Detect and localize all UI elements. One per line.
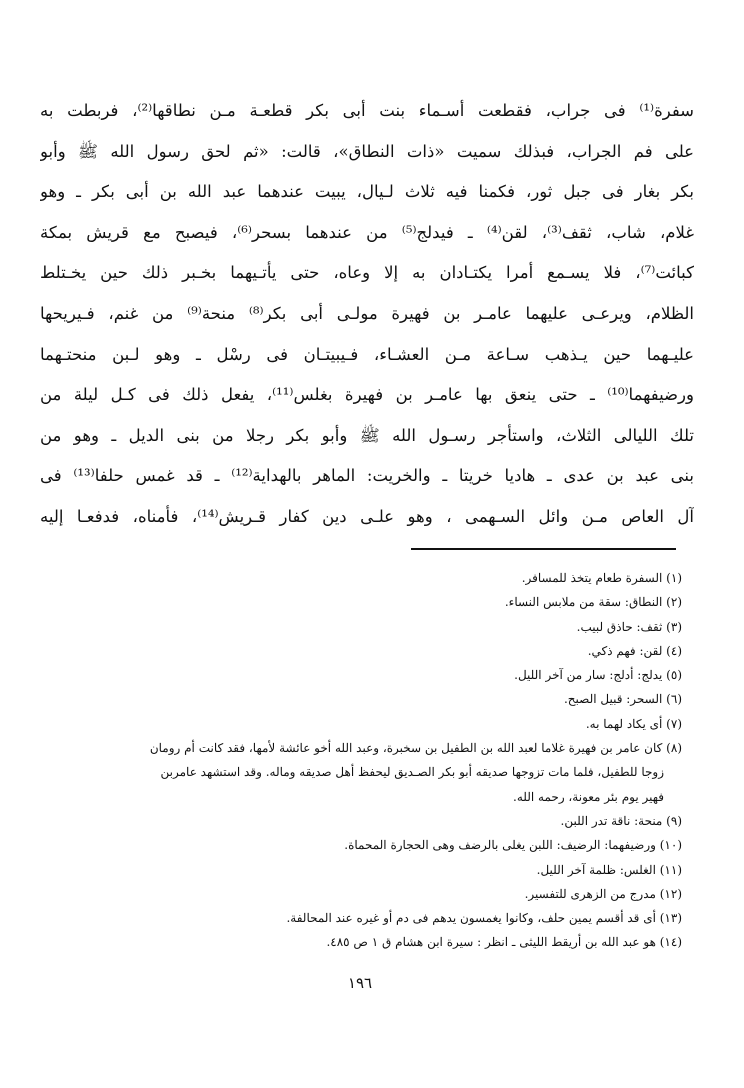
body-line: آل العاص مـن وائل السـهمى ، وهو علـى دين كفار قـريش⁽¹⁴⁾، فأمناه، فدفعـا إليه	[40, 506, 694, 526]
footnote: (٢) النطاق: سقة من ملابس النساء.	[504, 595, 682, 610]
footnote: (٦) السحر: قبيل الصبح.	[563, 692, 682, 707]
footnote: (١٠) ورضيفهما: الرضيف: اللبن يغلى بالرضف وهى الحجارة المحماة.	[344, 838, 682, 853]
footnote: (٤) لقن: فهم ذكي.	[587, 643, 682, 658]
footnote: (٩) منحة: ناقة تدر اللبن.	[560, 813, 682, 828]
body-line: على فم الجراب، فبذلك سميت «ذات النطاق»، قالت: «ثم لحق رسول الله ﷺ وأبو	[40, 141, 694, 161]
body-line: عليـهما حين يـذهب سـاعة مـن العشـاء، فـيبيتـان فى رسْل ـ وهو لـبن منحتـهما	[40, 344, 694, 364]
body-line: غلام، شاب، ثقف⁽³⁾، لقن⁽⁴⁾ ـ فيدلج⁽⁵⁾ من عندهما بسحر⁽⁶⁾، فيصبح مع قريش بمكة	[40, 222, 694, 242]
footnote-separator	[411, 548, 676, 550]
page-number: ١٩٦	[347, 974, 373, 992]
body-line: ورضيفهما⁽¹⁰⁾ ـ حتى ينعق بها عامـر بن فهيرة بغلس⁽¹¹⁾، يفعل ذلك فى كـل ليلة من	[40, 385, 694, 405]
footnote: (١٣) أى قد أقسم يمين حلف، وكانوا يغمسون يدهم فى دم أو غيره عند المحالفة.	[286, 911, 682, 926]
footnote: (٣) ثقف: حاذق لبيب.	[576, 619, 682, 634]
footnote: (١١) الغلس: ظلمة آخر الليل.	[536, 862, 682, 877]
footnote: (٥) يدلج: أدلج: سار من آخر الليل.	[514, 668, 682, 683]
footnote: (٨) كان عامر بن فهيرة غلاما لعبد الله بن الطفيل بن سخبرة، وعبد الله أخو عائشة لأمها، فقد كانت أم رومان	[149, 741, 682, 756]
body-line: بنى عبد بن عدى ـ هاديا خريتا ـ والخريت: الماهر بالهداية⁽¹²⁾ ـ قد غمس حلفا⁽¹³⁾ فى	[40, 466, 694, 486]
footnote-continuation: زوجا للطفيل، فلما مات تزوجها صديقه أبو بكر الصـديق ليحفظ أهل صديقه وماله. وقد استشهد عامربن	[160, 765, 664, 780]
footnote: (٧) أى يكاد لهما به.	[585, 716, 682, 731]
body-line: بكر بغار فى جبل ثور، فكمنا فيه ثلاث لـيال، يبيت عندهما عبد الله بن أبى بكر ـ وهو	[40, 182, 694, 202]
body-line: سفرة⁽¹⁾ فى جراب، فقطعت أسـماء بنت أبى بكر قطعـة مـن نطاقها⁽²⁾، فربطت به	[40, 101, 694, 120]
footnotes	[42, 566, 682, 955]
main-text	[40, 91, 694, 538]
body-line: الظلام، ويرعـى عليهما عامـر بن فهيرة مولـى أبى بكر⁽⁸⁾ منحة⁽⁹⁾ من غنم، فـيريحها	[40, 303, 694, 323]
footnote: (١٢) مدرج من الزهرى للتفسير.	[524, 886, 682, 901]
footnote-continuation: فهير يوم بئر معونة، رحمه الله.	[513, 789, 664, 804]
footnote: (١٤) هو عبد الله بن أريقط الليثى ـ انظر : سيرة ابن هشام ق ١ ص ٤٨٥.	[326, 935, 682, 950]
body-line: كبائت⁽⁷⁾، فلا يسـمع أمرا يكتـادان به إلا وعاه، حتى يأتـيهما بخـبر ذلك حين يخـتلط	[40, 263, 694, 283]
body-line: تلك الليالى الثلاث، واستأجر رسـول الله ﷺ وأبو بكر رجلا من بنى الديل ـ وهو من	[40, 425, 694, 445]
footnote: (١) السفرة طعام يتخذ للمسافر.	[521, 571, 682, 585]
